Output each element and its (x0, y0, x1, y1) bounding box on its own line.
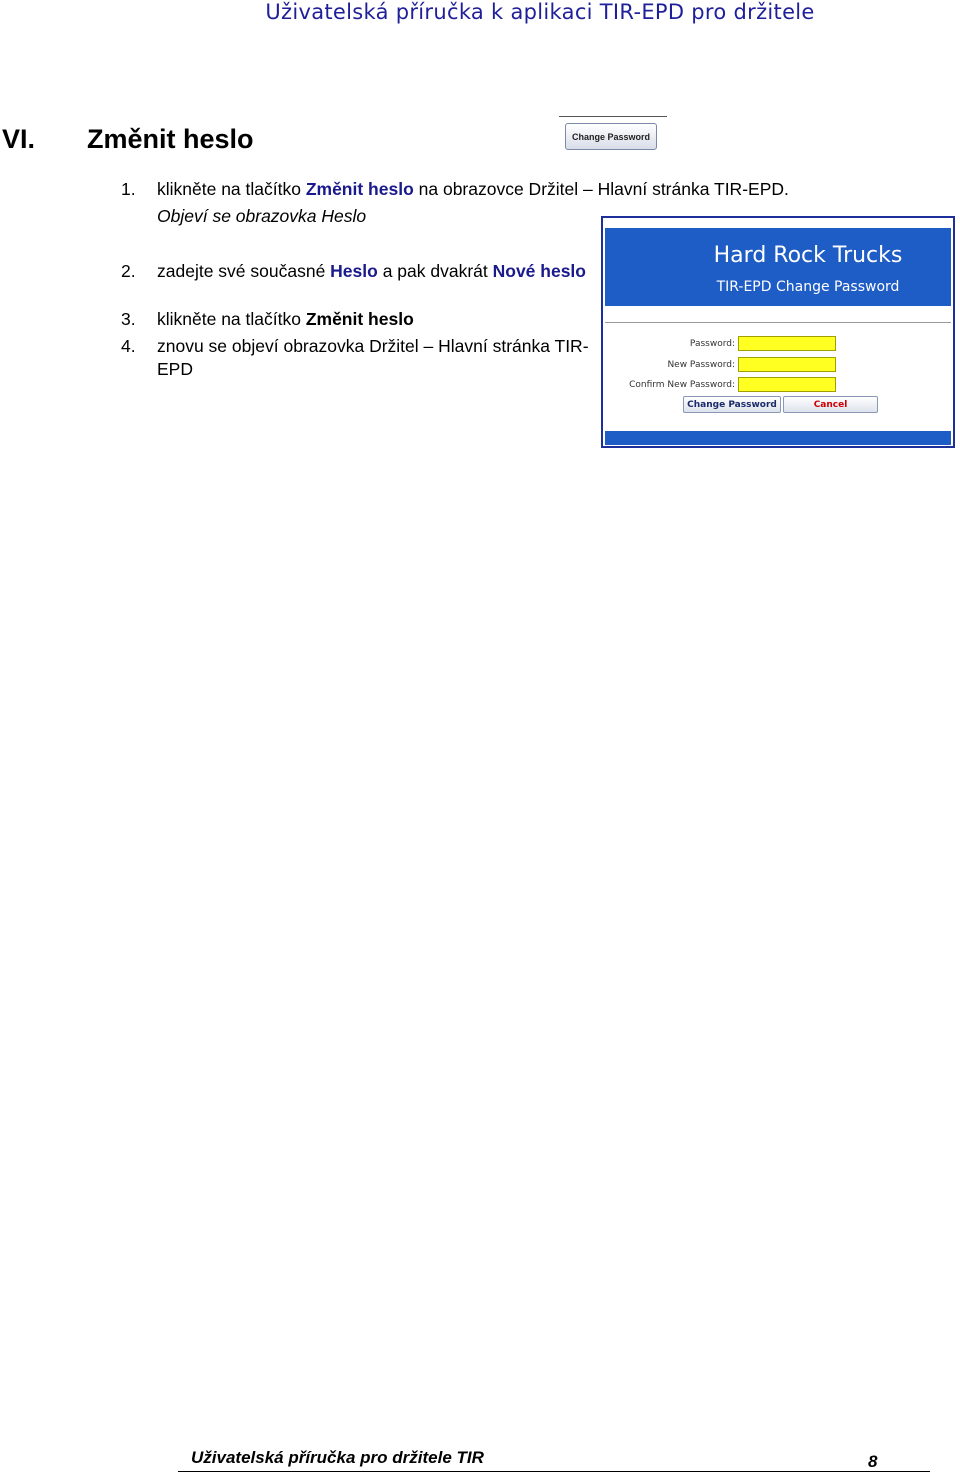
screenshot-divider (605, 322, 951, 323)
step-3-bold: Změnit heslo (305, 309, 414, 329)
step-2-mid: a pak dvakrát (377, 261, 493, 281)
step-3-pre: klikněte na tlačítko (157, 309, 306, 329)
cancel-button[interactable]: Cancel (783, 396, 878, 413)
step-2-bold-2: Nové heslo (492, 261, 586, 281)
step-1-post: na obrazovce Držitel – Hlavní stránka TIR-EPD. (413, 179, 789, 199)
screenshot-footer-bar (605, 431, 951, 445)
step-1-number: 1. (121, 179, 136, 199)
screenshot-subtitle: TIR-EPD Change Password (716, 279, 900, 295)
step-3-number: 3. (121, 309, 136, 329)
section-title: Změnit heslo (87, 124, 254, 154)
confirm-password-input[interactable] (738, 377, 836, 392)
step-4-text: znovu se objeví obrazovka Držitel – Hlavní stránka TIR-EPD (157, 336, 589, 379)
step-2-pre: zadejte své současné (157, 261, 331, 281)
step-1 (121, 178, 881, 201)
change-password-button-label: Change Password (565, 123, 657, 150)
step-2-bold: Heslo (330, 261, 378, 281)
change-password-button-image (559, 116, 667, 157)
change-password-button[interactable]: Change Password (683, 396, 781, 413)
new-password-label: New Password: (667, 360, 735, 370)
step-1-note: Objeví se obrazovka Heslo (157, 206, 367, 226)
section-number: VI. (2, 124, 36, 154)
password-input[interactable] (738, 336, 836, 351)
new-password-input[interactable] (738, 357, 836, 372)
step-2-number: 2. (121, 261, 136, 281)
page-number: 8 (868, 1452, 878, 1471)
screenshot-company-title: Hard Rock Trucks (713, 243, 903, 268)
password-label: Password: (689, 339, 735, 349)
step-4 (121, 335, 601, 381)
step-1-bold: Změnit heslo (305, 179, 414, 199)
step-3 (121, 308, 601, 331)
step-4-number: 4. (121, 336, 136, 356)
confirm-password-label: Confirm New Password: (629, 380, 735, 390)
screenshot-banner (605, 228, 951, 306)
page-header: Uživatelská příručka k aplikaci TIR-EPD pro držitele (265, 0, 815, 24)
step-1-pre: klikněte na tlačítko (157, 179, 306, 199)
footer-rule (178, 1471, 930, 1472)
footer-text: Uživatelská příručka pro držitele TIR (191, 1448, 484, 1467)
step-2 (121, 260, 601, 283)
change-password-screenshot (601, 216, 955, 448)
